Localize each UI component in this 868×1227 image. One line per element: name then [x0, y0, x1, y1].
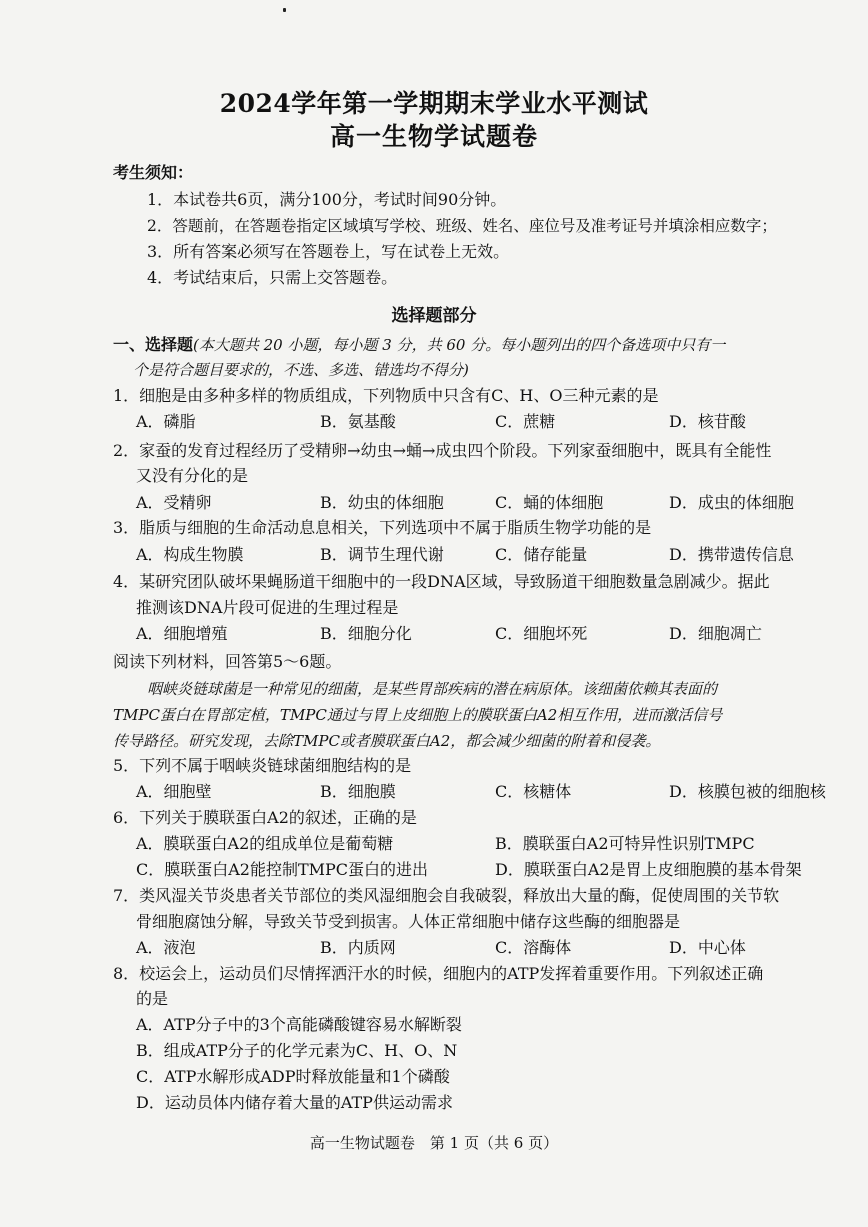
page-footer: 高一生物试题卷 第 1 页（共 6 页）: [309, 1134, 559, 1152]
option: C．储存能量: [495, 545, 588, 564]
question-stem: 4．某研究团队破坏果蝇肠道干细胞中的一段DNA区域，导致肠道干细胞数量急剧减少。据此: [113, 572, 770, 591]
option: C．蛹的体细胞: [495, 493, 604, 512]
material-line: 咽峡炎链球菌是一种常见的细菌，是某些胃部疾病的潜在病原体。该细菌依赖其表面的: [147, 680, 718, 698]
option: B．细胞膜: [320, 782, 396, 801]
option: B．内质网: [320, 938, 396, 957]
question-stem: 7．类风湿关节炎患者关节部位的类风湿细胞会自我破裂，释放出大量的酶，促使周围的关节软: [113, 886, 780, 905]
option: A．磷脂: [136, 412, 196, 431]
option: B．幼虫的体细胞: [320, 493, 444, 512]
notice-item: 2．答题前，在答题卷指定区域填写学校、班级、姓名、座位号及准考证号并填涂相应数字；: [147, 217, 777, 235]
option: D．中心体: [669, 938, 746, 957]
option: C．核糖体: [495, 782, 572, 801]
notice-item: 3．所有答案必须写在答题卷上，写在试卷上无效。: [147, 242, 510, 261]
question-stem: 推测该DNA片段可促进的生理过程是: [136, 598, 399, 617]
part-heading-text: 个是符合题目要求的，不选、多选、错选均不得分): [133, 361, 469, 379]
option: D．核苷酸: [669, 412, 746, 431]
option: B．组成ATP分子的化学元素为C、H、O、N: [136, 1041, 458, 1060]
question-stem: 又没有分化的是: [136, 466, 249, 485]
scan-dot: [283, 8, 286, 12]
option: A．液泡: [136, 938, 196, 957]
exam-title: 2024学年第一学期期末学业水平测试: [219, 89, 649, 118]
option: A．细胞壁: [136, 782, 212, 801]
question-stem: 骨细胞腐蚀分解，导致关节受到损害。人体正常细胞中储存这些酶的细胞器是: [136, 912, 681, 931]
part-heading-lead: 一、选择题: [113, 335, 194, 354]
question-stem: 6．下列关于膜联蛋白A2的叙述，正确的是: [113, 808, 417, 827]
option: C．蔗糖: [495, 412, 556, 431]
option: C．细胞坏死: [495, 624, 588, 643]
option: D．携带遗传信息: [669, 545, 794, 564]
option: C．ATP水解形成ADP时释放能量和1个磷酸: [136, 1067, 450, 1086]
question-stem: 5．下列不属于咽峡炎链球菌细胞结构的是: [113, 756, 412, 775]
option: C．溶酶体: [495, 938, 572, 957]
part-heading-text: (本大题共 20 小题，每小题 3 分，共 60 分。每小题列出的四个备选项中只有一: [193, 336, 726, 354]
option: D．成虫的体细胞: [669, 493, 794, 512]
option: B．氨基酸: [320, 412, 396, 431]
option: B．调节生理代谢: [320, 545, 444, 564]
question-stem: 8．校运会上，运动员们尽情挥洒汗水的时候，细胞内的ATP发挥着重要作用。下列叙述正确: [113, 964, 764, 983]
question-stem: 1．细胞是由多种多样的物质组成，下列物质中只含有C、H、O三种元素的是: [113, 386, 659, 405]
question-stem: 3．脂质与细胞的生命活动息息相关，下列选项中不属于脂质生物学功能的是: [113, 518, 652, 537]
option: A．受精卵: [136, 493, 212, 512]
notice-item: 1．本试卷共6页，满分100分，考试时间90分钟。: [147, 190, 507, 209]
exam-subtitle: 高一生物学试题卷: [329, 122, 538, 151]
option: D．膜联蛋白A2是胃上皮细胞膜的基本骨架: [495, 860, 802, 879]
option: B．膜联蛋白A2可特异性识别TMPC: [495, 834, 755, 853]
part-heading: [113, 335, 725, 355]
option: D．核膜包被的细胞核: [669, 782, 826, 801]
option: A．构成生物膜: [136, 545, 244, 564]
material-intro: 阅读下列材料，回答第5～6题。: [113, 652, 342, 671]
option: D．运动员体内储存着大量的ATP供运动需求: [136, 1093, 453, 1112]
question-stem: 的是: [136, 989, 169, 1008]
notice-item: 4．考试结束后，只需上交答题卷。: [147, 268, 398, 287]
option: A．膜联蛋白A2的组成单位是葡萄糖: [136, 834, 394, 853]
material-line: TMPC蛋白在胃部定植，TMPC通过与胃上皮细胞上的膜联蛋白A2相互作用，进而激活信号: [113, 706, 723, 724]
option: C．膜联蛋白A2能控制TMPC蛋白的进出: [136, 860, 429, 879]
option: A．ATP分子中的3个高能磷酸键容易水解断裂: [136, 1015, 462, 1034]
option: D．细胞凋亡: [669, 624, 762, 643]
option: B．细胞分化: [320, 624, 412, 643]
material-line: 传导路径。研究发现，去除TMPC或者膜联蛋白A2，都会减少细菌的附着和侵袭。: [113, 732, 661, 750]
section-title: 选择题部分: [391, 306, 477, 326]
question-stem: 2．家蚕的发育过程经历了受精卵→幼虫→蛹→成虫四个阶段。下列家蚕细胞中，既具有全能性: [113, 441, 772, 460]
notice-heading: 考生须知：: [113, 163, 194, 182]
option: A．细胞增殖: [136, 624, 228, 643]
